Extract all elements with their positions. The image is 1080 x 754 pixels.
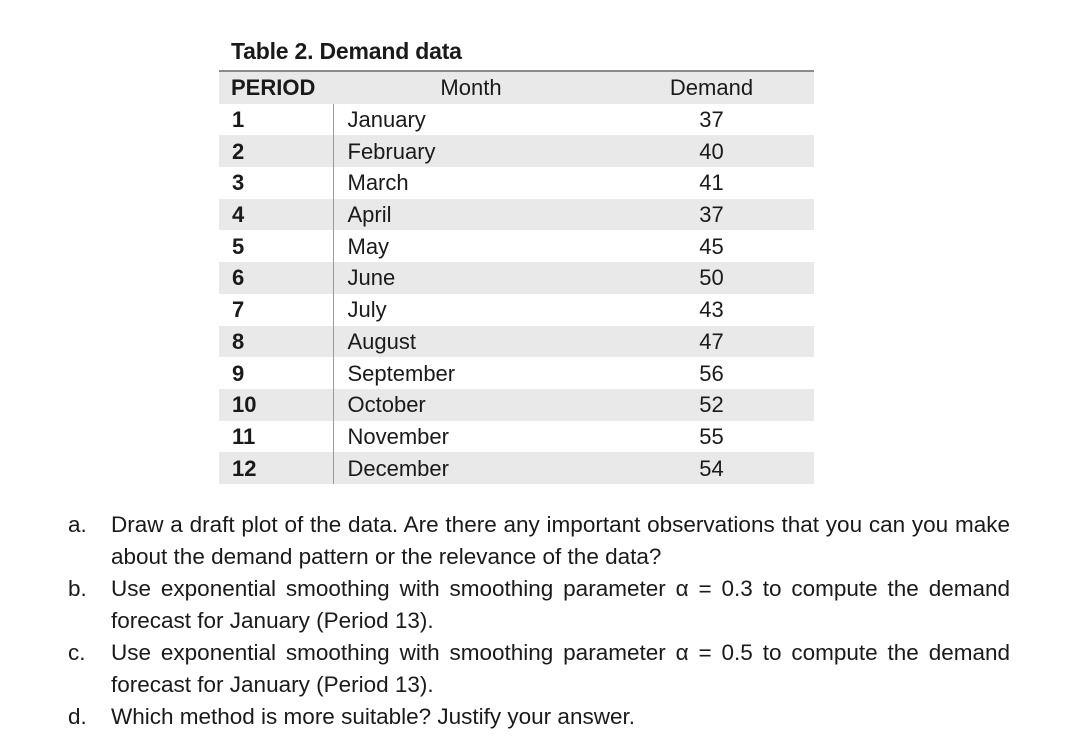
question-text: Which method is more suitable? Justify your answer. xyxy=(111,704,635,729)
period-cell: 11 xyxy=(219,421,333,453)
period-cell: 1 xyxy=(219,104,333,136)
period-cell: 4 xyxy=(219,199,333,231)
period-cell: 9 xyxy=(219,357,333,389)
table-caption: Table 2. Demand data xyxy=(231,38,462,64)
month-cell: June xyxy=(333,262,609,294)
header-month: Month xyxy=(333,71,609,104)
period-cell: 5 xyxy=(219,230,333,262)
header-demand: Demand xyxy=(609,71,814,104)
table-header-row xyxy=(219,71,814,104)
demand-cell: 54 xyxy=(609,452,814,484)
month-cell: August xyxy=(333,326,609,358)
demand-cell: 56 xyxy=(699,360,724,386)
question-item xyxy=(0,509,1010,573)
table-row xyxy=(219,167,814,199)
month-cell: March xyxy=(347,170,409,196)
table-row xyxy=(219,230,814,262)
header-period: PERIOD xyxy=(219,71,333,104)
month-cell: December xyxy=(333,452,609,484)
table-row xyxy=(219,135,814,167)
question-text: Draw a draft plot of the data. Are there any important observations that you can you make about the demand pattern or the relevance of the data? xyxy=(111,512,1010,569)
demand-cell: 40 xyxy=(609,135,814,167)
month-cell: May xyxy=(347,233,390,259)
question-item xyxy=(0,637,1010,701)
demand-cell: 55 xyxy=(699,423,724,449)
table-row xyxy=(219,104,814,136)
demand-cell: 45 xyxy=(699,233,724,259)
month-cell: October xyxy=(333,389,609,421)
question-marker: a. xyxy=(68,512,87,537)
demand-cell: 43 xyxy=(699,297,724,323)
period-cell: 8 xyxy=(219,326,333,358)
question-item xyxy=(0,701,1010,733)
table-row xyxy=(219,262,814,294)
demand-cell: 47 xyxy=(609,326,814,358)
table-row xyxy=(219,326,814,358)
period-cell: 10 xyxy=(219,389,333,421)
question-text: Use exponential smoothing with smoothing parameter α = 0.5 to compute the demand forecast for January (Period 13). xyxy=(111,640,1010,697)
demand-table xyxy=(219,70,814,484)
demand-cell: 37 xyxy=(699,107,724,133)
period-cell: 2 xyxy=(219,135,333,167)
table-row xyxy=(219,294,814,326)
question-marker: d. xyxy=(68,704,87,729)
demand-cell: 41 xyxy=(699,170,724,196)
month-cell: January xyxy=(347,107,426,133)
period-cell: 12 xyxy=(219,452,333,484)
demand-cell: 50 xyxy=(609,262,814,294)
month-cell: April xyxy=(333,199,609,231)
month-cell: July xyxy=(347,297,387,323)
period-cell: 7 xyxy=(219,294,333,326)
question-marker: c. xyxy=(68,640,86,665)
month-cell: February xyxy=(333,135,609,167)
table-row xyxy=(219,199,814,231)
table-row xyxy=(219,389,814,421)
question-item xyxy=(0,573,1010,637)
demand-cell: 52 xyxy=(609,389,814,421)
table-row xyxy=(219,452,814,484)
table-row xyxy=(219,421,814,453)
month-cell: September xyxy=(347,360,456,386)
period-cell: 3 xyxy=(219,167,333,199)
month-cell: November xyxy=(347,423,449,449)
question-list xyxy=(0,509,1010,733)
demand-cell: 37 xyxy=(609,199,814,231)
period-cell: 6 xyxy=(219,262,333,294)
question-marker: b. xyxy=(68,576,87,601)
table-row xyxy=(219,357,814,389)
question-text: Use exponential smoothing with smoothing parameter α = 0.3 to compute the demand forecast for January (Period 13). xyxy=(111,576,1010,633)
